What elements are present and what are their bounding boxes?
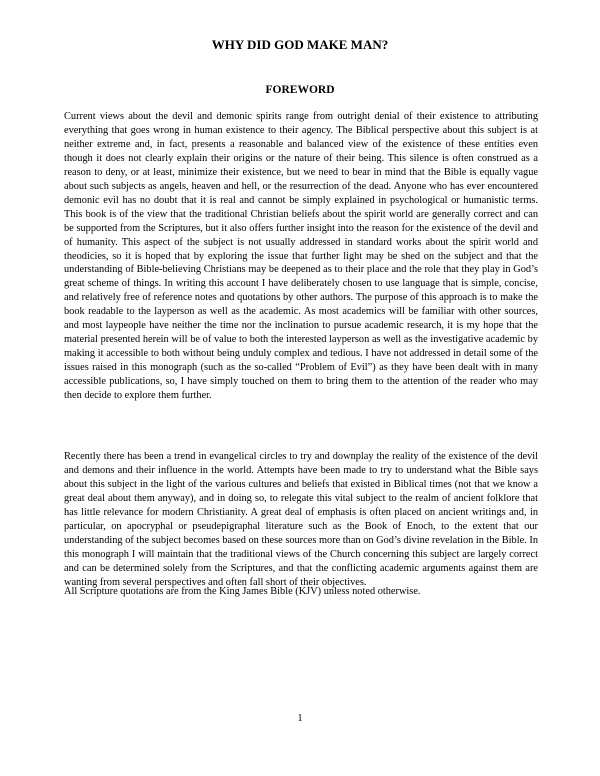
paragraph-1: Current views about the devil and demonic spirits range from outright denial of their existence to attributing everything that goes wrong in human existence to their agency. The Biblical perspective about this subject is at neither extreme and, in fact, presents a reasonable and balanced view of the existence of these entities even though it does not clearly explain their origins or the nature of their being. This silence is often construed as a reason to deny, or at least, minimize their existence, but we need to bear in mind that the Bible is equally vague about such subjects as angels, heaven and hell, or the resurrection of the dead. Anyone who has ever encountered demonic evil has no doubt that it is real and cannot be simply explained in psychological or humanistic terms. This book is of the view that the traditional Christian beliefs about the spirit world are generally correct and can be supported from the Scriptures, but it also offers further insight into the reason for the existence of the devil and of humanity. This aspect of the subject is not usually addressed in standard works about the spirit world and theodicies, so it is hoped that by exploring the issue that further light may be shed on the subject and that the understanding of Bible-believing Christians may be deepened as to their place and the role that they play in God’s great scheme of things. In writing this account I have deliberately chosen to use language that is simple, concise, and relatively free of reference notes and quotations by other authors. The purpose of this approach is to make the book readable to the layperson as well as the academic. As most academics will be familiar with other sources, and most laypeople have neither the time nor the inclination to pursue academic research, it is my hope that the material presented herein will be of value to both the interested layperson as well as the investigative academic by making it accessible to both without being unduly complex and tedious. I have not addressed in detail some of the issues raised in this monograph (such as the so-called “Problem of Evil”) as they have been dealt with in many accessible publications, so, I have simply touched on them to bring them to the attention of the reader who may then decide to explore them further. xyxy=(64,111,538,402)
page-number: 1 xyxy=(297,713,303,724)
paragraph-3: All Scripture quotations are from the King James Bible (KJV) unless noted otherwise. xyxy=(64,586,421,597)
section-heading-foreword: FOREWORD xyxy=(265,84,335,96)
document-title: WHY DID GOD MAKE MAN? xyxy=(211,37,389,52)
paragraph-2: Recently there has been a trend in evangelical circles to try and downplay the reality of the existence of the devil and demons and their influence in the world. Attempts have been made to try to understand what the Bible says about this subject in the light of the various cultures and beliefs that existed in Biblical times (not that we know a great deal about them anyway), and in doing so, to relegate this vital subject to the realm of ancient folklore that has little relevance for modern Christianity. A great deal of emphasis is often placed on ancient writings and, in particular, on apocryphal or pseudepigraphal literature such as the Book of Enoch, to the extent that our understanding of the subject becomes based on these sources more than on God’s divine revelation in the Bible. In this monograph I will maintain that the traditional views of the Church concerning this subject are largely correct and can be determined solely from the Scriptures, and that the conflicting academic arguments against them are wanting from several perspectives and often fall short of their objectives. xyxy=(64,451,538,588)
